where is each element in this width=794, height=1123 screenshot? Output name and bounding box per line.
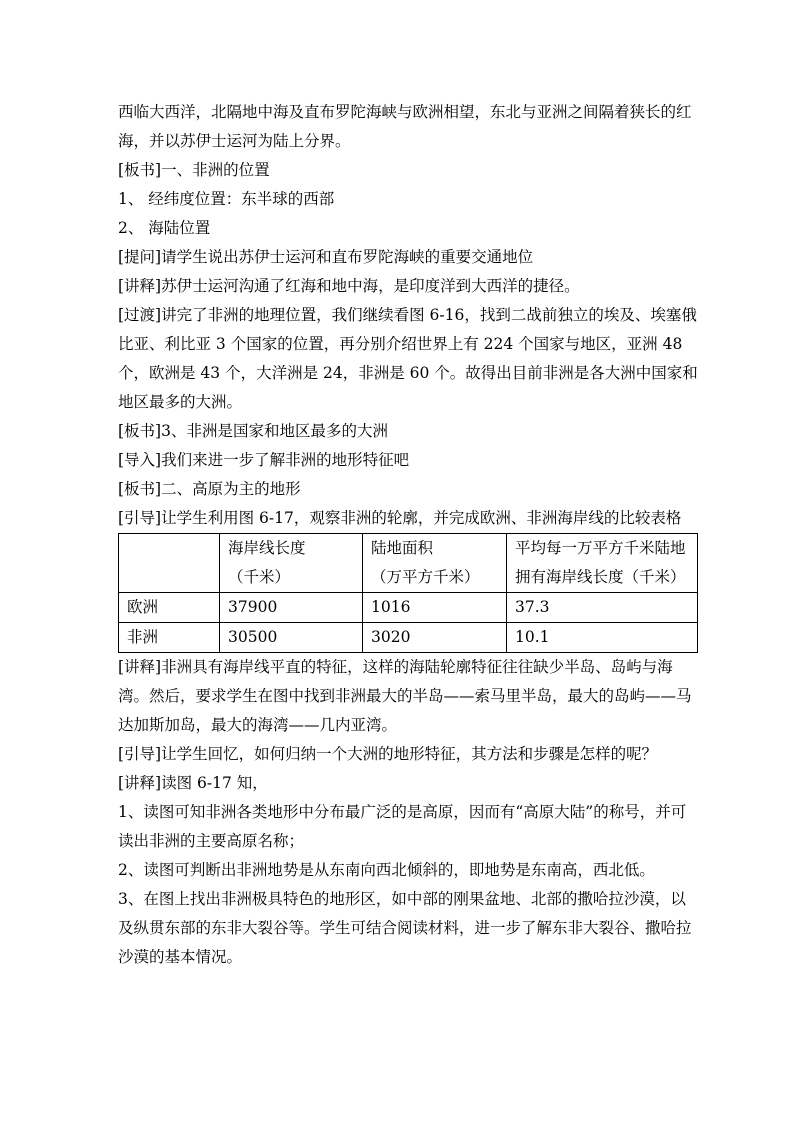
list-item-slope: 2、读图可判断出非洲地势是从东南向西北倾斜的，即地势是东南高，西北低。 xyxy=(118,861,655,879)
header-ratio-line2: 拥有海岸线长度（千米） xyxy=(515,568,686,586)
cell-coast: 30500 xyxy=(220,623,363,653)
transition-paragraph: [过渡]讲完了非洲的地理位置，我们继续看图 6-16，找到二战前独立的埃及、埃塞俄比亚、利比亚 3 个国家的位置，再分别介绍世界上有 224 个国家与地区，亚洲 48 个，欧洲是 43 个，大洋洲是 24，非洲是 60 个。故得出目前非洲是各大洲中国家和地区最多的大洲。 xyxy=(118,306,698,411)
cell-coast: 37900 xyxy=(220,593,363,623)
list-item-landforms: 3、在图上找出非洲极具特色的地形区，如中部的刚果盆地、北部的撒哈拉沙漠，以及纵贯东部的东非大裂谷等。学生可结合阅读材料，进一步了解东非大裂谷、撒哈拉沙漠的基本情况。 xyxy=(118,890,692,966)
header-coast-line1: 海岸线长度 xyxy=(228,539,306,557)
header-ratio-line1: 平均每一万平方千米陆地 xyxy=(515,539,686,557)
list-item-latlong: 1、 经纬度位置：东半球的西部 xyxy=(118,190,335,208)
header-land-area xyxy=(363,534,507,593)
header-empty-cell xyxy=(119,534,220,593)
table-header-row xyxy=(119,534,698,593)
list-item-land-sea: 2、 海陆位置 xyxy=(118,219,211,237)
header-coast-line2: （千米） xyxy=(228,568,291,586)
header-area-line2: （万平方千米） xyxy=(371,568,480,586)
cell-area: 1016 xyxy=(363,593,507,623)
intro-terrain: [导入]我们来进一步了解非洲的地形特征吧 xyxy=(118,451,410,469)
header-area-line1: 陆地面积 xyxy=(371,539,434,557)
explanation-coastline: [讲释]非洲具有海岸线平直的特征，这样的海陆轮廓特征往往缺少半岛、岛屿与海湾。然后，要求学生在图中找到非洲最大的半岛——索马里半岛，最大的岛屿——马达加斯加岛，最大的海湾——几内亚湾。 xyxy=(118,658,692,734)
question-paragraph: [提问]请学生说出苏伊士运河和直布罗陀海峡的重要交通地位 xyxy=(118,248,534,266)
header-ratio xyxy=(507,534,698,593)
guide-recall: [引导]让学生回忆，如何归纳一个大洲的地形特征，其方法和步骤是怎样的呢？ xyxy=(118,745,658,763)
coastline-comparison-table xyxy=(118,533,698,653)
board-heading-countries: [板书]3、非洲是国家和地区最多的大洲 xyxy=(118,422,388,440)
cell-area: 3020 xyxy=(363,623,507,653)
board-heading-location: [板书]一、非洲的位置 xyxy=(118,161,270,179)
cell-ratio: 37.3 xyxy=(507,593,698,623)
cell-ratio: 10.1 xyxy=(507,623,698,653)
explanation-suez: [讲释]苏伊士运河沟通了红海和地中海，是印度洋到大西洋的捷径。 xyxy=(118,277,580,295)
document-page xyxy=(118,98,698,972)
table-row xyxy=(119,623,698,653)
cell-region: 欧洲 xyxy=(119,593,220,623)
table-row xyxy=(119,593,698,623)
header-coast-length xyxy=(220,534,363,593)
board-heading-plateau: [板书]二、高原为主的地形 xyxy=(118,480,301,498)
paragraph-geography-intro: 西临大西洋，北隔地中海及直布罗陀海峡与欧洲相望，东北与亚洲之间隔着狭长的红海，并以苏伊士运河为陆上分界。 xyxy=(118,103,692,150)
list-item-plateau: 1、读图可知非洲各类地形中分布最广泛的是高原，因而有“高原大陆”的称号，并可读出非洲的主要高原名称； xyxy=(118,803,687,850)
cell-region: 非洲 xyxy=(119,623,220,653)
guide-table-paragraph: [引导]让学生利用图 6-17，观察非洲的轮廓，并完成欧洲、非洲海岸线的比较表格 xyxy=(118,509,682,527)
explanation-map: [讲释]读图 6-17 知， xyxy=(118,774,268,792)
